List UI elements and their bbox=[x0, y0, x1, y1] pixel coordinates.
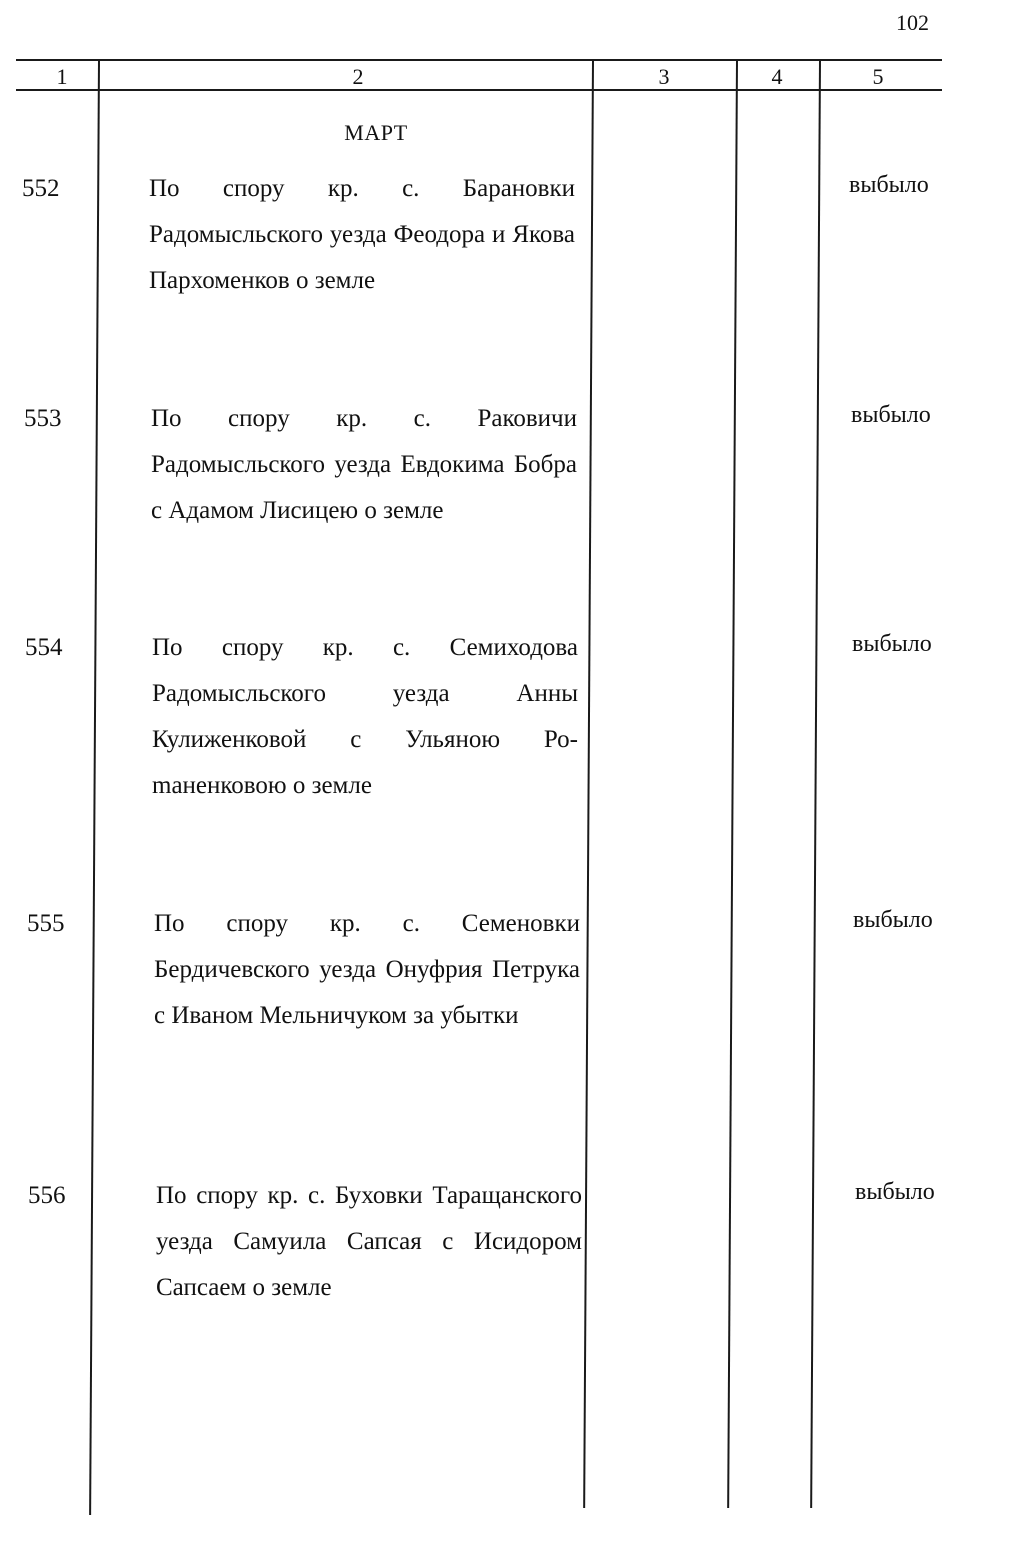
entry-status: выбыло bbox=[853, 907, 933, 933]
entry-number: 556 bbox=[28, 1182, 66, 1209]
entry-description: По спору кр. с. Семеновки Бердичевского уезда Онуфрия Петрука с Иваном Мельничуком за убытки bbox=[154, 910, 580, 1029]
column-header-3: 3 bbox=[658, 64, 670, 89]
entry-number: 555 bbox=[27, 910, 65, 937]
column-divider-1 bbox=[89, 60, 99, 1515]
entry-number: 553 bbox=[24, 405, 62, 432]
entry-description: По спору кр. с. Семиходова Радомысльского уезда Анны Кулиженковой с Ульяною Роmаненковою о земле bbox=[152, 634, 578, 799]
entry-number: 554 bbox=[25, 634, 63, 661]
month-heading: МАРТ bbox=[344, 120, 408, 145]
header-bottom-rule bbox=[16, 89, 942, 91]
header-top-rule bbox=[16, 59, 942, 61]
entry-status: выбыло bbox=[851, 402, 931, 428]
entry-status: выбыло bbox=[849, 172, 929, 198]
entry-status: выбыло bbox=[855, 1179, 935, 1205]
column-header-2: 2 bbox=[352, 64, 364, 89]
entry-description: По спору кр. с. Барановки Радомысльского уезда Феодора и Якова Пархоменков о земле bbox=[149, 175, 575, 294]
column-divider-4 bbox=[810, 60, 820, 1508]
column-header-1: 1 bbox=[56, 64, 68, 89]
entry-number: 552 bbox=[22, 175, 60, 202]
entry-status: выбыло bbox=[852, 631, 932, 657]
page-number: 102 bbox=[896, 10, 929, 35]
entry-description: По спору кр. с. Буховки Таращанского уезда Самуила Сапсая с Исидором Сапсаем о земле bbox=[156, 1182, 582, 1301]
column-header-5: 5 bbox=[872, 64, 884, 89]
column-header-4: 4 bbox=[771, 64, 783, 89]
entry-description: По спору кр. с. Раковичи Радомысльского уезда Евдокима Бобра с Адамом Лисицею о земле bbox=[151, 405, 577, 524]
column-divider-3 bbox=[727, 60, 737, 1508]
column-divider-2 bbox=[583, 60, 593, 1508]
